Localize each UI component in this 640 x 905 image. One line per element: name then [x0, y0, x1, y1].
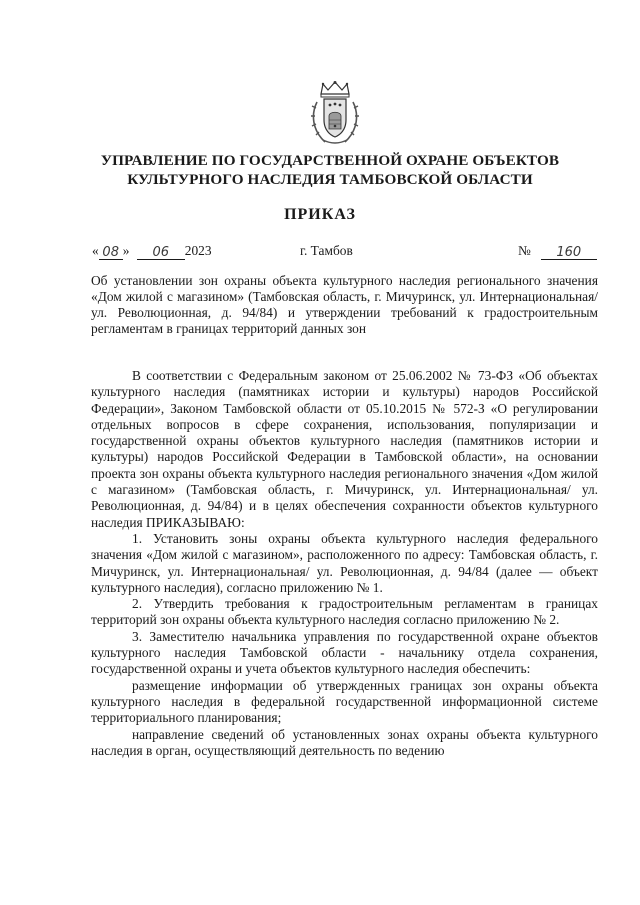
document-number — [518, 242, 608, 260]
document-date — [92, 242, 292, 260]
date-day: 08 — [102, 245, 119, 260]
organization-title-line-2: КУЛЬТУРНОГО НАСЛЕДИЯ ТАМБОВСКОЙ ОБЛАСТИ — [127, 171, 533, 188]
number-label: № — [518, 243, 531, 258]
document-type-title: ПРИКАЗ — [284, 206, 356, 223]
tambov-coat-of-arms-icon — [309, 80, 361, 146]
body-paragraph-item-2: 2. Утвердить требования к градостроительным регламентам в границах территорий зон охраны объекта культурного наследия согласно приложению № 2. — [91, 596, 598, 628]
body-paragraph-subitem-2: направление сведений об установленных зонах охраны объекта культурного наследия в орган, осуществляющий деятельность по ведению — [91, 726, 598, 758]
number-field — [541, 243, 597, 260]
organization-title-line-1: УПРАВЛЕНИЕ ПО ГОСУДАРСТВЕННОЙ ОХРАНЕ ОБЪЕКТОВ — [100, 152, 560, 169]
date-month-field — [137, 243, 185, 260]
date-day-field — [99, 243, 123, 260]
body-paragraph-item-3: 3. Заместителю начальника управления по государственной охране объектов культурного наследия Тамбовской области - начальнику отдела сохранения, государственной охраны и учета объектов культурного наследия обеспечить: — [91, 628, 598, 677]
document-body — [91, 368, 598, 759]
date-month: 06 — [152, 245, 170, 260]
body-paragraph-item-1: 1. Установить зоны охраны объекта культурного наследия федерального значения «Дом жилой с магазином», расположенного по адресу: Тамбовская область, г. Мичуринск, ул. Интернациональная/ ул. Революционная, д. 94/84 (далее — объект культурного наследия), согласно приложению № 1. — [91, 530, 598, 595]
date-quote-open: « — [92, 243, 99, 258]
body-paragraph-subitem-1: размещение информации об утвержденных границах зон охраны объекта культурного наследия в федеральной государственной информационной системе территориального планирования; — [91, 677, 598, 726]
document-subject: Об установлении зон охраны объекта культурного наследия регионального значения «Дом жилой с магазином» (Тамбовская область, г. Мичуринск, ул. Интернациональная/ ул. Революционная, д. 94/84) и утверждении требований к градостроительным регламентам в границах территорий данных зон — [91, 273, 598, 336]
document-place: г. Тамбов — [300, 243, 353, 258]
body-paragraph-preamble: В соответствии с Федеральным законом от 25.06.2002 № 73-ФЗ «Об объектах культурного наследия (памятниках истории и культуры) народов Российской Федерации», Законом Тамбовской области от 05.10.2015 № 572-З «О регулировании отдельных вопросов в сфере сохранения, использования, популяризации и государственной охраны объектов культурного наследия (памятников истории и культуры) народов Российской Федерации в Тамбовской области», на основании проекта зон охраны объекта культурного наследия регионального значения «Дом жилой с магазином» (Тамбовская область, г. Мичуринск, ул. Интернациональная/ ул. Революционная, д. 94/84) и в целях обеспечения сохранности объектов культурного наследия ПРИКАЗЫВАЮ: — [91, 368, 598, 530]
number-value: 160 — [556, 245, 582, 260]
organization-title — [60, 151, 600, 189]
date-year: 2023 — [184, 243, 212, 258]
date-quote-close: » — [122, 243, 130, 258]
